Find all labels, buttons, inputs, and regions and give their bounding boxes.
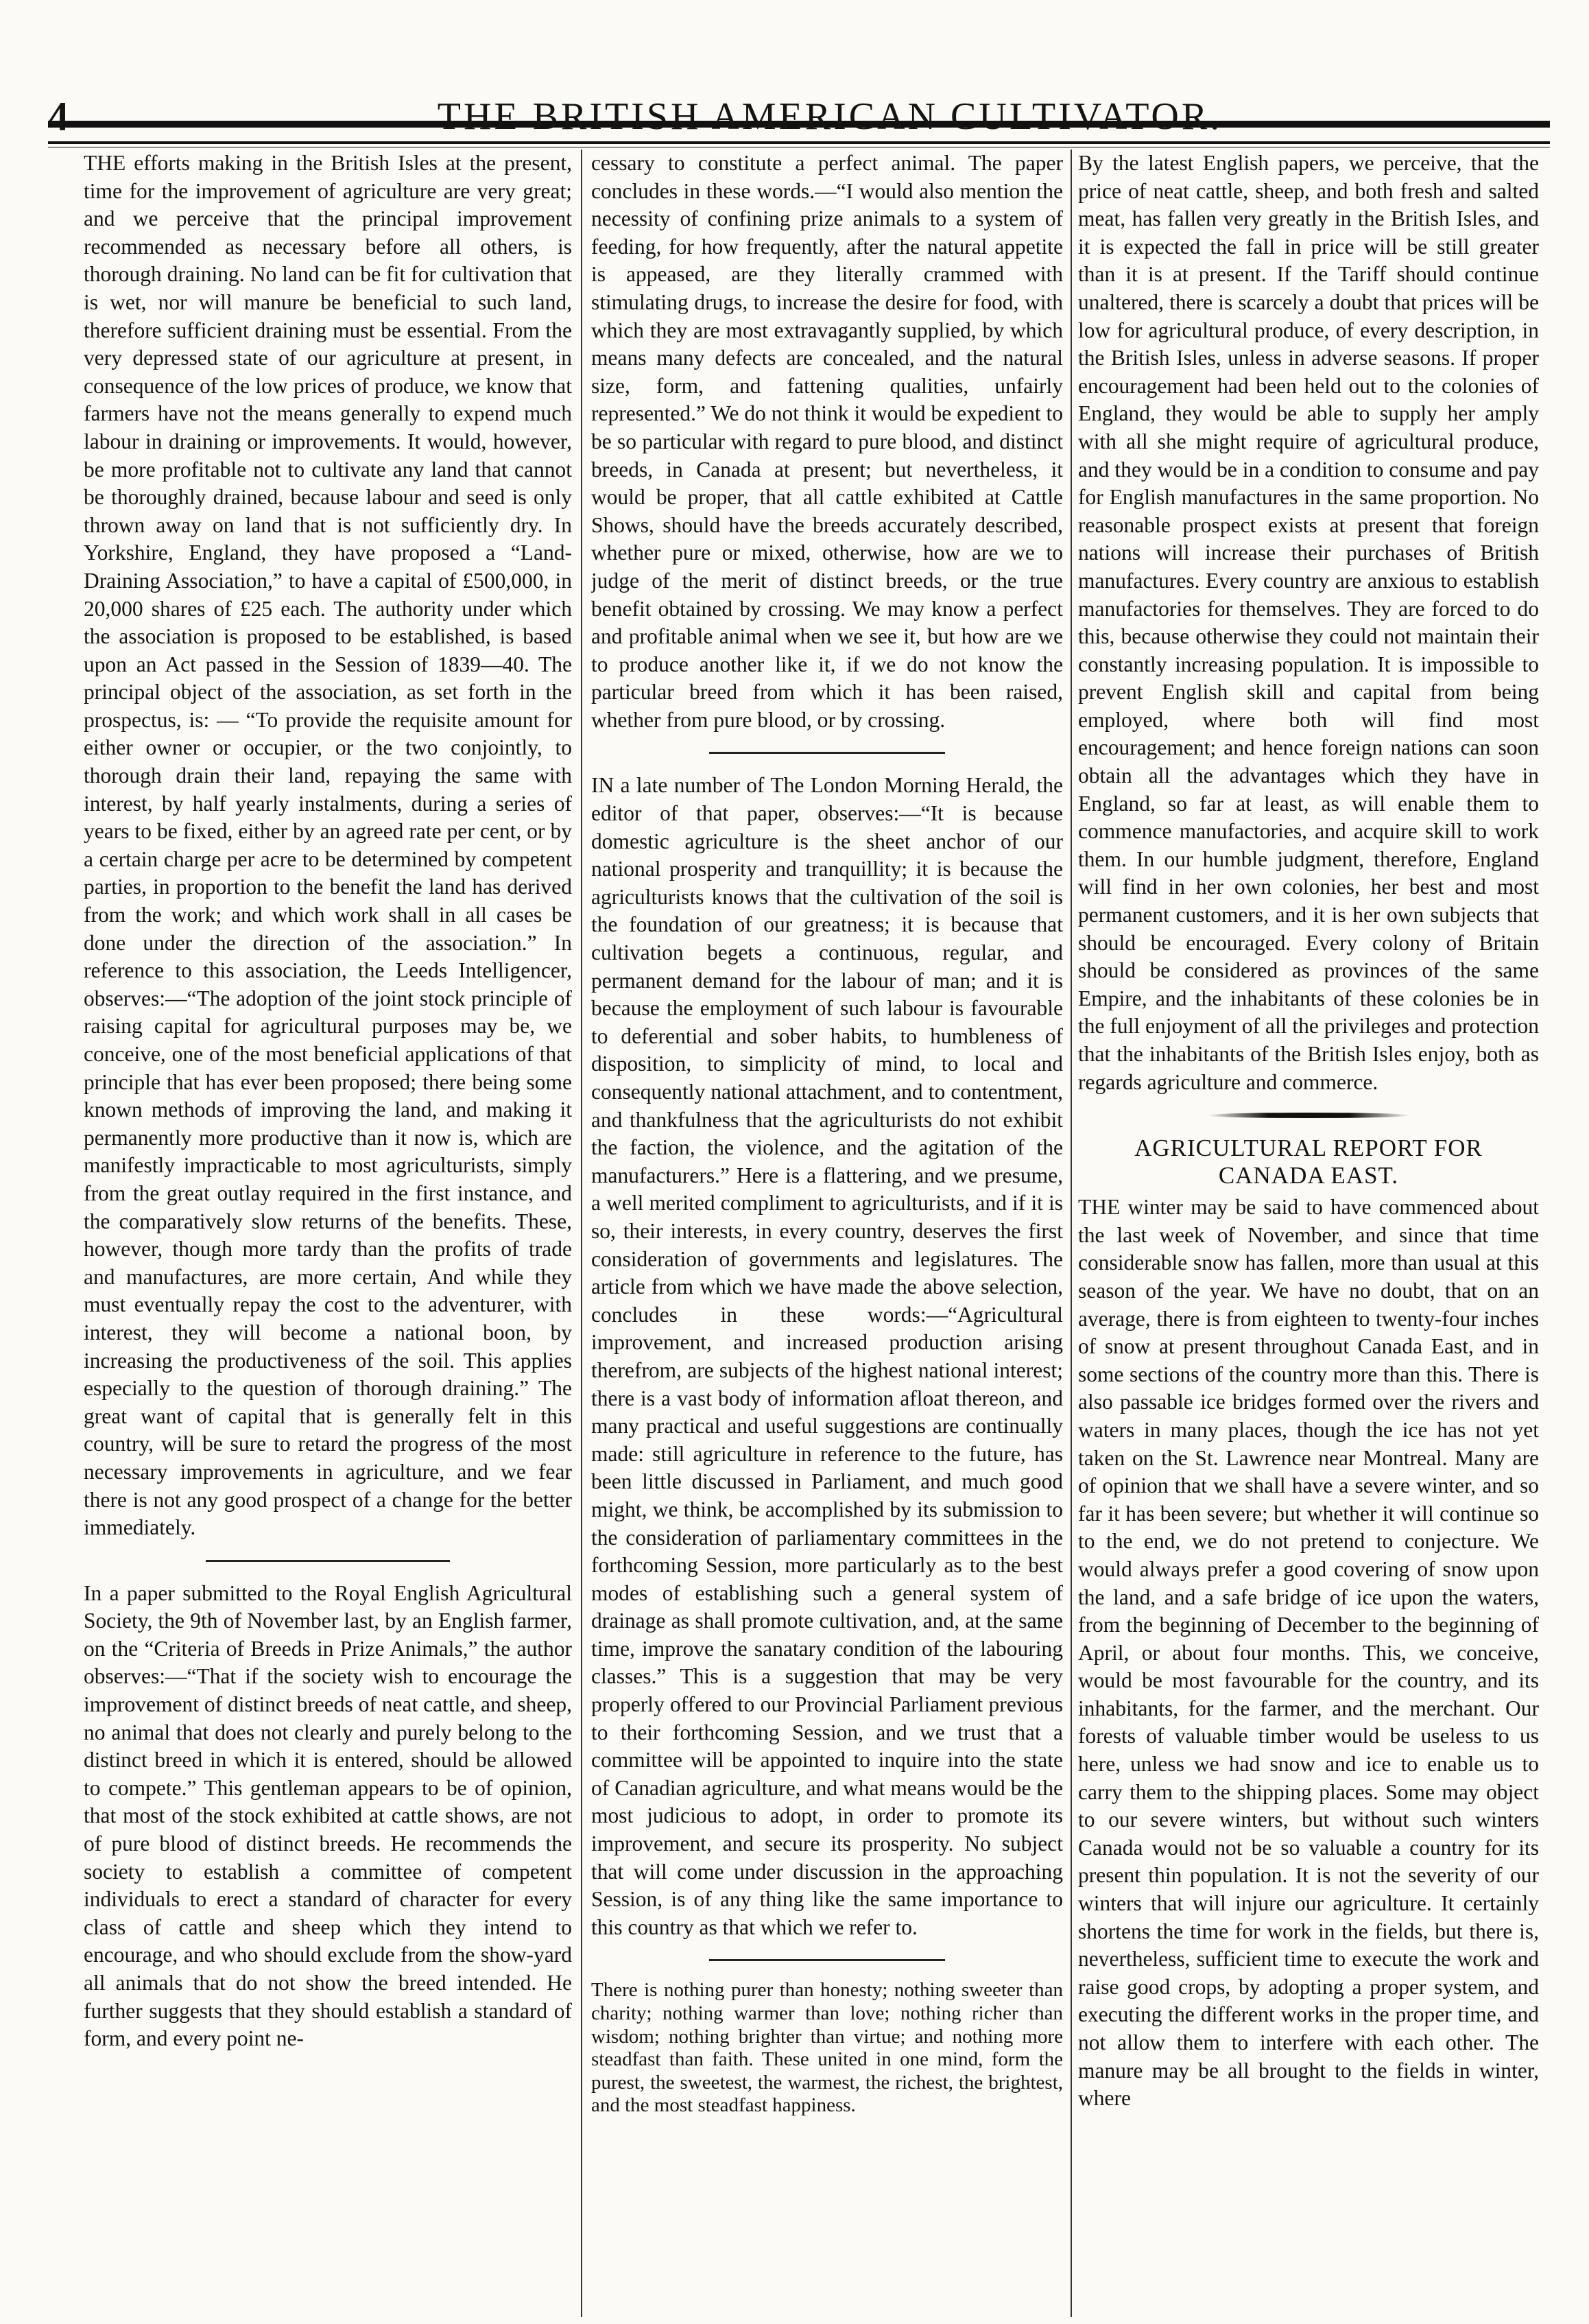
ornamental-separator	[1207, 1113, 1410, 1118]
column-2	[591, 150, 1063, 2317]
article-separator	[709, 752, 945, 754]
article-morning-herald: IN a late number of The London Morning Herald, the editor of that paper, observes:—“It is because domestic agriculture is the sheet anchor of our national prosperity and tranquillity; it is because the agriculturists knows that the cultivation of the soil is the foundation of our greatness; it is because that cultivation begets a continuous, regular, and permanent demand for the labour of man; and it is because the employment of such labour is favourable to deferential and sober habits, to humbleness of disposition, to simplicity of mind, to local and consequently national attachment, and to contentment, and thankfulness that the agriculturists do not exhibit the faction, the violence, and the agitation of the manufacturers.” Here is a flattering, and we presume, a well merited compliment to agriculturists, and if it is so, their interests, in every country, deserves the first consideration of governments and legislatures. The article from which we have made the above selection, concludes in these words:—“Agricultural improvement, and increased production arising therefrom, are subjects of the highest national interest; there is a vast body of information afloat thereon, and many practical and useful suggestions are continually made: still agriculture in reference to the future, has been little discussed in Parliament, and much good might, we think, be accomplished by its submission to the consideration of parliamentary committees in the forthcoming Session, more particularly as to the best modes of establishing such a general system of drainage as shall promote cultivation, and, at the same time, improve the sanatary condition of the labouring classes.” This is a suggestion that may be very properly offered to our Provincial Parliament previous to their forthcoming Session, and we trust that a committee will be appointed to inquire into the state of Canadian agriculture, and what means would be the most judicious to adopt, in order to promote its improvement, and secure its prosperity. No subject that will come under discussion in the approaching Session, is of any thing like the same importance to this country as that which we refer to.	[591, 773, 1063, 1939]
masthead	[48, 96, 1550, 137]
article-prices: By the latest English papers, we perceive, that the price of neat cattle, sheep, and both fresh and salted meat, has fallen very greatly in the British Isles, and it is expected the fall in price will be still greater than it is at present. If the Tariff should continue unaltered, there is scarcely a doubt that prices will be low for agricultural produce, of every description, in the British Isles, unless in adverse seasons. If proper encouragement had been held out to the colonies of England, they would be able to supply her amply with all she might require of agricultural produce, and they would be in a condition to consume and pay for English manufactures in the same proportion. No reasonable prospect exists at present that foreign nations will increase their purchases of British manufactures. Every country are anxious to establish manufactories for themselves. They are forced to do this, because otherwise they could not maintain their constantly increasing population. It is impossible to prevent English skill and capital from being employed, where both will find most encouragement; and hence foreign nations can soon obtain all the advantages which they have in England, so far at least, as will enable them to commence manufactories, and acquire skill to work them. In our humble judgment, therefore, England will find in her own colonies, her best and most permanent customers, and it is her own subjects that should be encouraged. Every colony of Britain should be considered as provinces of the same Empire, and the inhabitants of these colonies be in the full enjoyment of all the privileges and protection that the inhabitants of the British Isles enjoy, both as regards agriculture and commerce.	[1078, 151, 1539, 1094]
column-1	[84, 150, 572, 2317]
newspaper-title: THE BRITISH AMERICAN CULTIVATOR.	[437, 95, 1223, 138]
article-report: THE winter may be said to have commenced about the last week of November, and since that time considerable snow has fallen, more than usual at this season of the year. We have no doubt, that on an average, there is from eighteen to twenty-four inches of snow at present throughout Canada East, and in some sections of the country more than this. There is also passable ice bridges formed over the rivers and waters in many places, though the ice has not yet taken on the St. Lawrence near Montreal. Many are of opinion that we shall have a severe winter, and so far it has been severe; but whether it will continue so to the end, we do not pretend to conjecture. We would always prefer a good covering of snow upon the land, and a safe bridge of ice upon the waters, from the beginning of December to the beginning of April, or about four months. This, we conceive, would be most favourable for the country, and its inhabitants, for the farmer, and the merchant. Our forests of valuable timber would be useless to us here, unless we had snow and ice to enable us to carry them to the shipping places. Some may object to our severe winters, but without such winters Canada would not be so valuable a country for its present thin population. It is not the severity of our winters that will injure our agriculture. It certainly shortens the time for work in the fields, but there is, nevertheless, sufficient time to execute the work and raise good crops, by adopting a proper system, and executing the different works in the proper time, and not allow them to interfere with each other. The manure may be all brought to the fields in winter, where	[1078, 1195, 1539, 2111]
page-number: 4	[48, 94, 69, 139]
article-breeds: In a paper submitted to the Royal English Agricultural Society, the 9th of November last, by an English farmer, on the “Criteria of Breeds in Prize Animals,” the author observes:—“That if the society wish to encourage the improvement of distinct breeds of neat cattle, and sheep, no animal that does not clearly and purely belong to the distinct breed in which it is entered, should be allowed to compete.” This gentleman appears to be of opinion, that most of the stock exhibited at cattle shows, are not of pure blood of distinct breeds. He recommends the society to establish a committee of competent individuals to erect a standard of character for every class of cattle and sheep which they intend to encourage, and who should exclude from the show-yard all animals that do not show the breed intended. He further suggests that they should establish a standard of form, and every point ne-	[84, 1580, 572, 2051]
article-draining: THE efforts making in the British Isles at the present, time for the improvement of agriculture are very great; and we perceive that the principal improvement recommended as necessary before all others, is thorough draining. No land can be fit for cultivation that is wet, nor will manure be beneficial to such land, therefore sufficient draining must be essential. From the very depressed state of our agriculture at present, in consequence of the low prices of produce, we know that farmers have not the means generally to expend much labour in draining or improvements. It would, however, be more profitable not to cultivate any land that cannot be thoroughly drained, because labour and seed is only thrown away on land that is not sufficiently dry. In Yorkshire, England, they have proposed a “Land-Draining Association,” to have a capital of £500,000, in 20,000 shares of £25 each. The authority under which the association is proposed to be established, is based upon an Act passed in the Session of 1839—40. The principal object of the association, as set forth in the prospectus, is: — “To provide the requisite amount for either owner or occupier, or the two conjointly, to thorough drain their land, repaying the same with interest, by half yearly instalments, during a series of years to be fixed, either by an agreed rate per cent, or by a certain charge per acre to be determined by competent parties, in proportion to the benefit the land has derived from the work; and which work shall in all cases be done under the direction of the association.” In reference to this association, the Leeds Intelligencer, observes:—“The adoption of the joint stock principle of raising capital for agricultural purposes may be, we conceive, one of the most beneficial applications of that principle that has ever been proposed; there being some known methods of improving the land, and making it permanently more productive than it now is, which are manifestly impracticable to most agriculturists, simply from the great outlay required in the first instance, and the comparatively slow returns of the benefits. These, however, though more tardy than the profits of trade and manufactures, are more certain, And while they must eventually repay the cost to the adventurer, with interest, they will become a national boon, by increasing the productiveness of the soil. This applies especially to the question of thorough draining.” The great want of capital that is generally felt in this country, will be sure to retard the progress of the most necessary improvements in agriculture, and we fear there is not any good prospect of a change for the better immediately.	[84, 151, 572, 1540]
column-divider-1	[581, 150, 582, 2317]
report-heading: AGRICULTURAL REPORT FOR CANADA EAST.	[1134, 1135, 1483, 1189]
column-divider-2	[1071, 150, 1072, 2317]
article-breeds-continued: cessary to constitute a perfect animal. The paper concludes in these words.—“I would also mention the necessity of confining prize animals to a system of feeding, for how frequently, after the natural appetite is appeased, are they literally crammed with stimulating drugs, to increase the desire for food, with which they are most extravagantly supplied, by which means many defects are concealed, and the natural size, form, and fattening qualities, unfairly represented.” We do not think it would be expedient to be so particular with regard to pure blood, and distinct breeds, in Canada at present; but nevertheless, it would be proper, that all cattle exhibited at Cattle Shows, should have the breeds accurately described, whether pure or mixed, otherwise, how are we to judge of the merit of distinct breeds, or the true benefit obtained by crossing. We may know a perfect and profitable animal when we see it, but how are we to produce another like it, if we do not know the particular breed from which it has been raised, whether from pure blood, or by crossing.	[591, 151, 1063, 732]
column-3	[1078, 150, 1539, 2317]
article-separator	[709, 1959, 945, 1961]
article-honesty: There is nothing purer than honesty; nothing sweeter than charity; nothing warmer than love; nothing richer than wisdom; nothing brighter than virtue; and nothing more steadfast than faith. These united in one mind, form the purest, the sweetest, the warmest, the richest, the brightest, and the most steadfast happiness.	[591, 1979, 1063, 2117]
article-separator	[206, 1560, 450, 1562]
header-rule	[48, 141, 1550, 144]
